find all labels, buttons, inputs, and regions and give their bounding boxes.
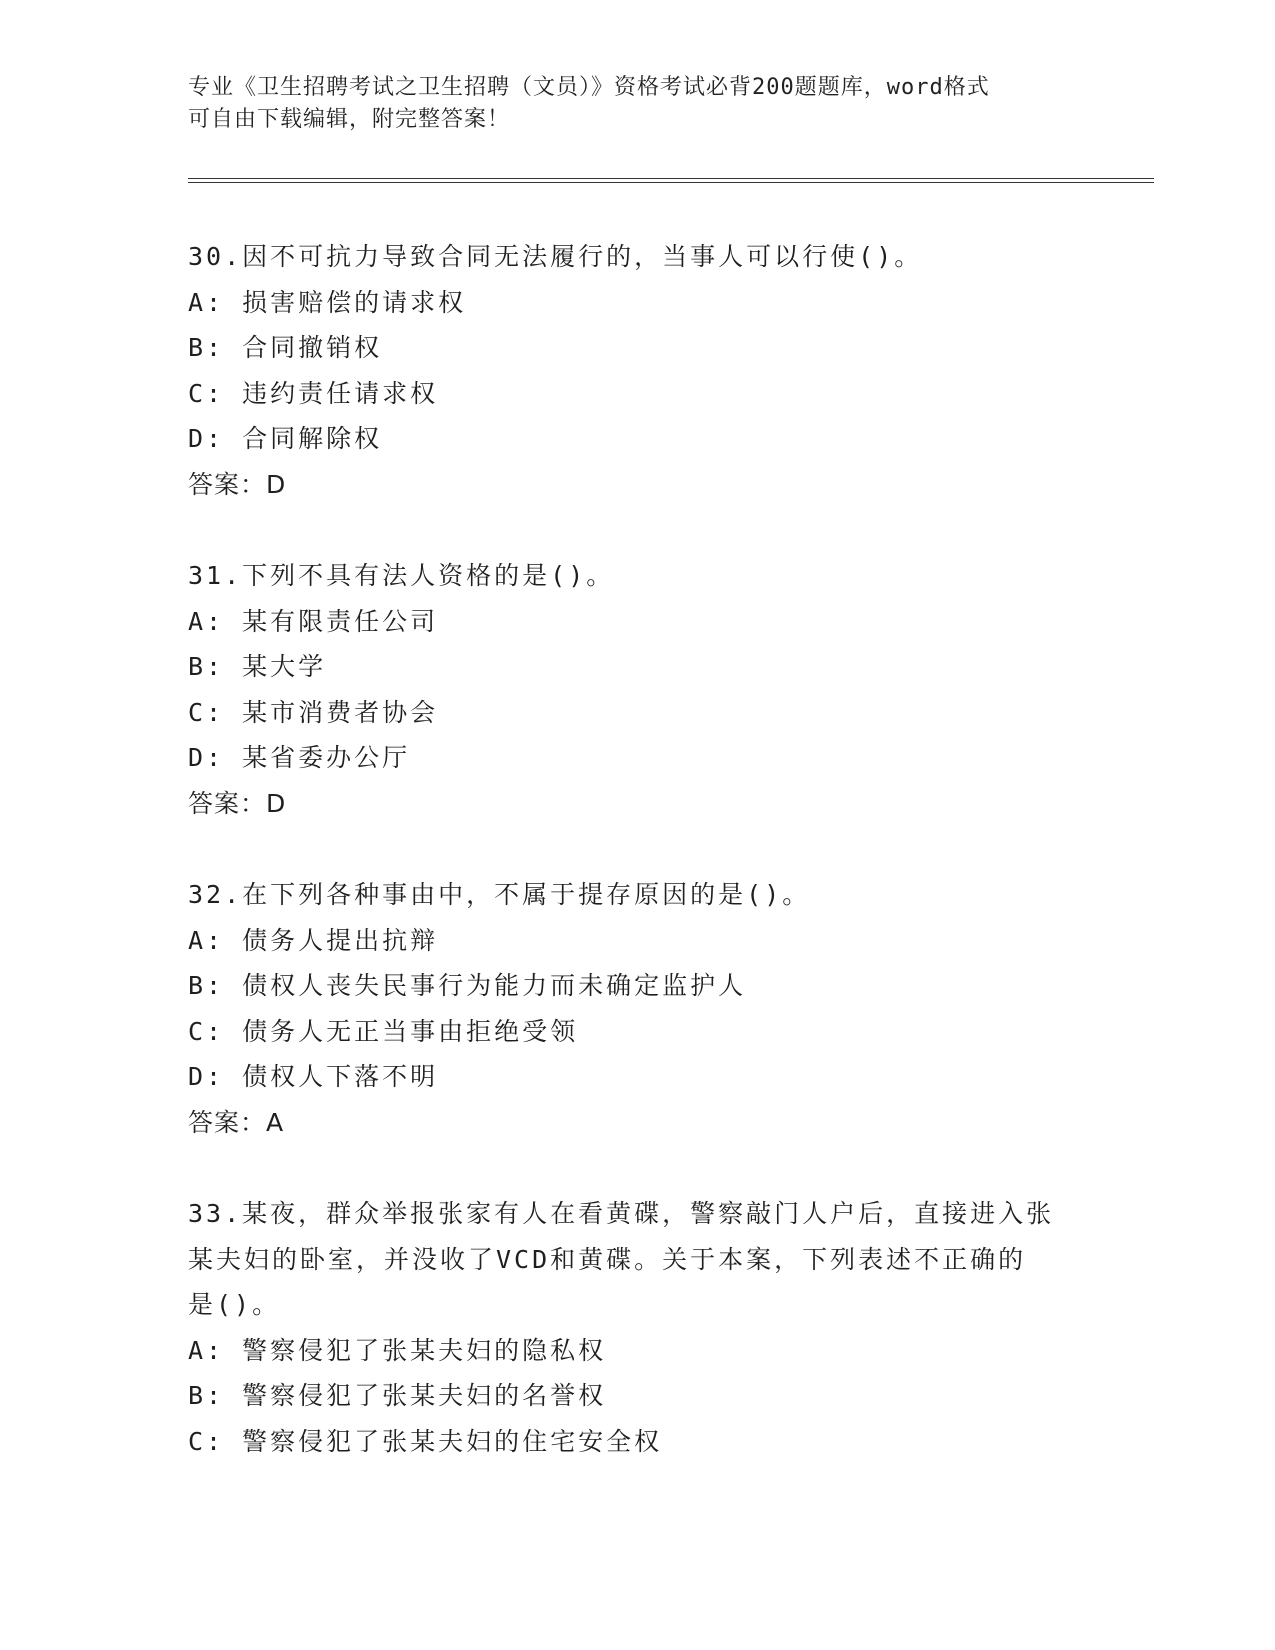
question-stem: 30.因不可抗力导致合同无法履行的，当事人可以行使()。 <box>188 242 923 271</box>
option-b: B: 某大学 <box>188 652 327 681</box>
option-c: C: 某市消费者协会 <box>188 697 439 727</box>
header-line-1: 专业《卫生招聘考试之卫生招聘（文员）》资格考试必背200题题库，word格式 <box>188 75 990 100</box>
answer-key: 答案：A <box>188 1107 285 1137</box>
document-header <box>188 72 1068 136</box>
option-d: D: 某省委办公厅 <box>188 743 411 772</box>
option-a: A: 债务人提出抗辩 <box>188 925 439 955</box>
answer-key: 答案：D <box>188 469 287 499</box>
question-32 <box>188 872 1088 1145</box>
option-c: C: 债务人无正当事由拒绝受领 <box>188 1016 579 1046</box>
question-33 <box>188 1191 1088 1464</box>
question-stem: 32.在下列各种事由中，不属于提存原因的是()。 <box>188 880 811 909</box>
option-a: A: 损害赔偿的请求权 <box>188 287 467 317</box>
question-stem-line-1: 33.某夜，群众举报张家有人在看黄碟，警察敲门人户后，直接进入张 <box>188 1199 1055 1228</box>
option-d: D: 债权人下落不明 <box>188 1062 439 1091</box>
option-b: B: 债权人丧失民事行为能力而未确定监护人 <box>188 971 747 1000</box>
question-30 <box>188 234 1088 507</box>
header-line-2: 可自由下载编辑，附完整答案！ <box>188 107 511 132</box>
question-stem-line-2: 某夫妇的卧室，并没收了VCD和黄碟。关于本案，下列表述不正确的 <box>188 1244 1027 1274</box>
question-list <box>188 234 1088 1510</box>
answer-key: 答案：D <box>188 788 287 818</box>
option-c: C: 违约责任请求权 <box>188 378 439 408</box>
option-a: A: 警察侵犯了张某夫妇的隐私权 <box>188 1335 607 1365</box>
option-a: A: 某有限责任公司 <box>188 606 439 636</box>
question-stem-line-3: 是()。 <box>188 1290 281 1319</box>
question-31 <box>188 553 1088 826</box>
option-c: C: 警察侵犯了张某夫妇的住宅安全权 <box>188 1426 663 1456</box>
header-divider <box>188 178 1154 183</box>
option-b: B: 警察侵犯了张某夫妇的名誉权 <box>188 1381 607 1410</box>
option-d: D: 合同解除权 <box>188 424 383 453</box>
question-stem: 31.下列不具有法人资格的是()。 <box>188 561 615 590</box>
option-b: B: 合同撤销权 <box>188 333 383 362</box>
